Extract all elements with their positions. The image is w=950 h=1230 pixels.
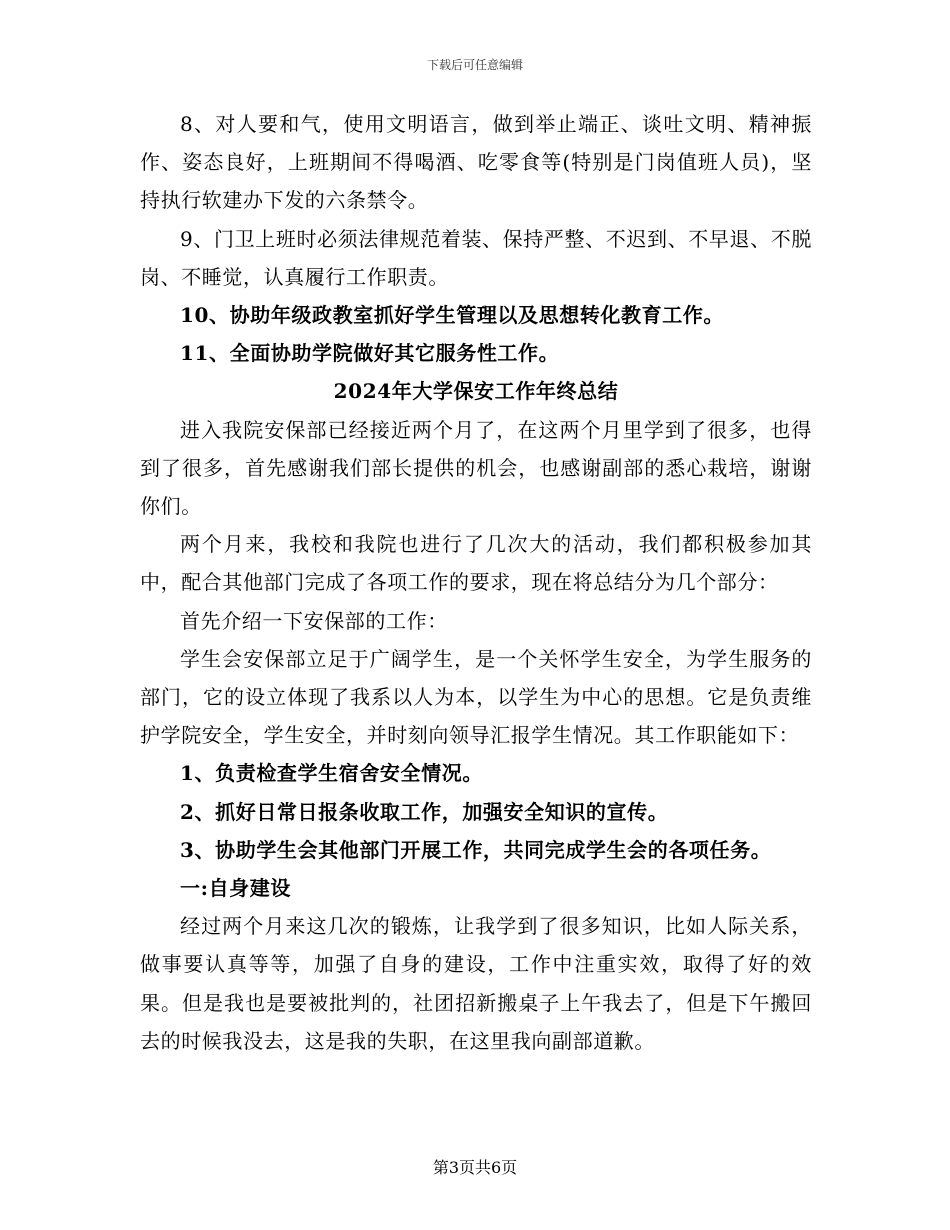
- document-body: [140, 105, 812, 1060]
- paragraph-department-intro: 首先介绍一下安保部的工作：: [180, 608, 448, 633]
- paragraph-duty-2: 2、抓好日常日报条收取工作，加强安全知识的宣传。: [180, 799, 669, 824]
- page-header: 下载后可任意编辑: [426, 58, 523, 72]
- paragraph-department-description: 学生会安保部立足于广阔学生，是一个关怀学生安全，为学生服务的部门，它的设立体现了我系以人为本，以学生为中心的思想。它是负责维护学院安全，学生安全，并时刻向领导汇报学生情况。其工作职能如下：: [140, 646, 812, 748]
- section-title: 2024年大学保安工作年终总结: [333, 379, 619, 404]
- paragraph-rule-10: 10、协助年级政教室抓好学生管理以及思想转化教育工作。: [180, 303, 725, 328]
- paragraph-rule-8: 8、对人要和气，使用文明语言，做到举止端正、谈吐文明、精神振作、姿态良好，上班期间不得喝酒、吃零食等(特别是门岗值班人员)，坚持执行软建办下发的六条禁令。: [140, 112, 812, 213]
- paragraph-self-building: 经过两个月来这几次的锻炼，让我学到了很多知识，比如人际关系，做事要认真等等，加强了自身的建设，工作中注重实效，取得了好的效果。但是我也是要被批判的，社团招新搬桌子上午我去了，但是下午搬回去的时候我没去，这是我的失职，在这里我向副部道歉。: [140, 914, 812, 1053]
- paragraph-rule-11: 11、全面协助学院做好其它服务性工作。: [180, 341, 560, 366]
- paragraph-duty-3: 3、协助学生会其他部门开展工作，共同完成学生会的各项任务。: [180, 837, 772, 862]
- paragraph-rule-9: 9、门卫上班时必须法律规范着装、保持严整、不迟到、不早退、不脱岗、不睡觉，认真履行工作职责。: [140, 226, 812, 289]
- paragraph-intro: 进入我院安保部已经接近两个月了，在这两个月里学到了很多，也得到了很多，首先感谢我们部长提供的机会，也感谢副部的悉心栽培，谢谢你们。: [140, 417, 812, 519]
- subsection-heading: 一:自身建设: [180, 876, 291, 901]
- page-footer: 第3页共6页: [432, 1158, 518, 1177]
- paragraph-activities: 两个月来，我校和我院也进行了几次大的活动，我们都积极参加其中，配合其他部门完成了各项工作的要求，现在将总结分为几个部分：: [140, 532, 812, 595]
- paragraph-duty-1: 1、负责检查学生宿舍安全情况。: [180, 761, 483, 786]
